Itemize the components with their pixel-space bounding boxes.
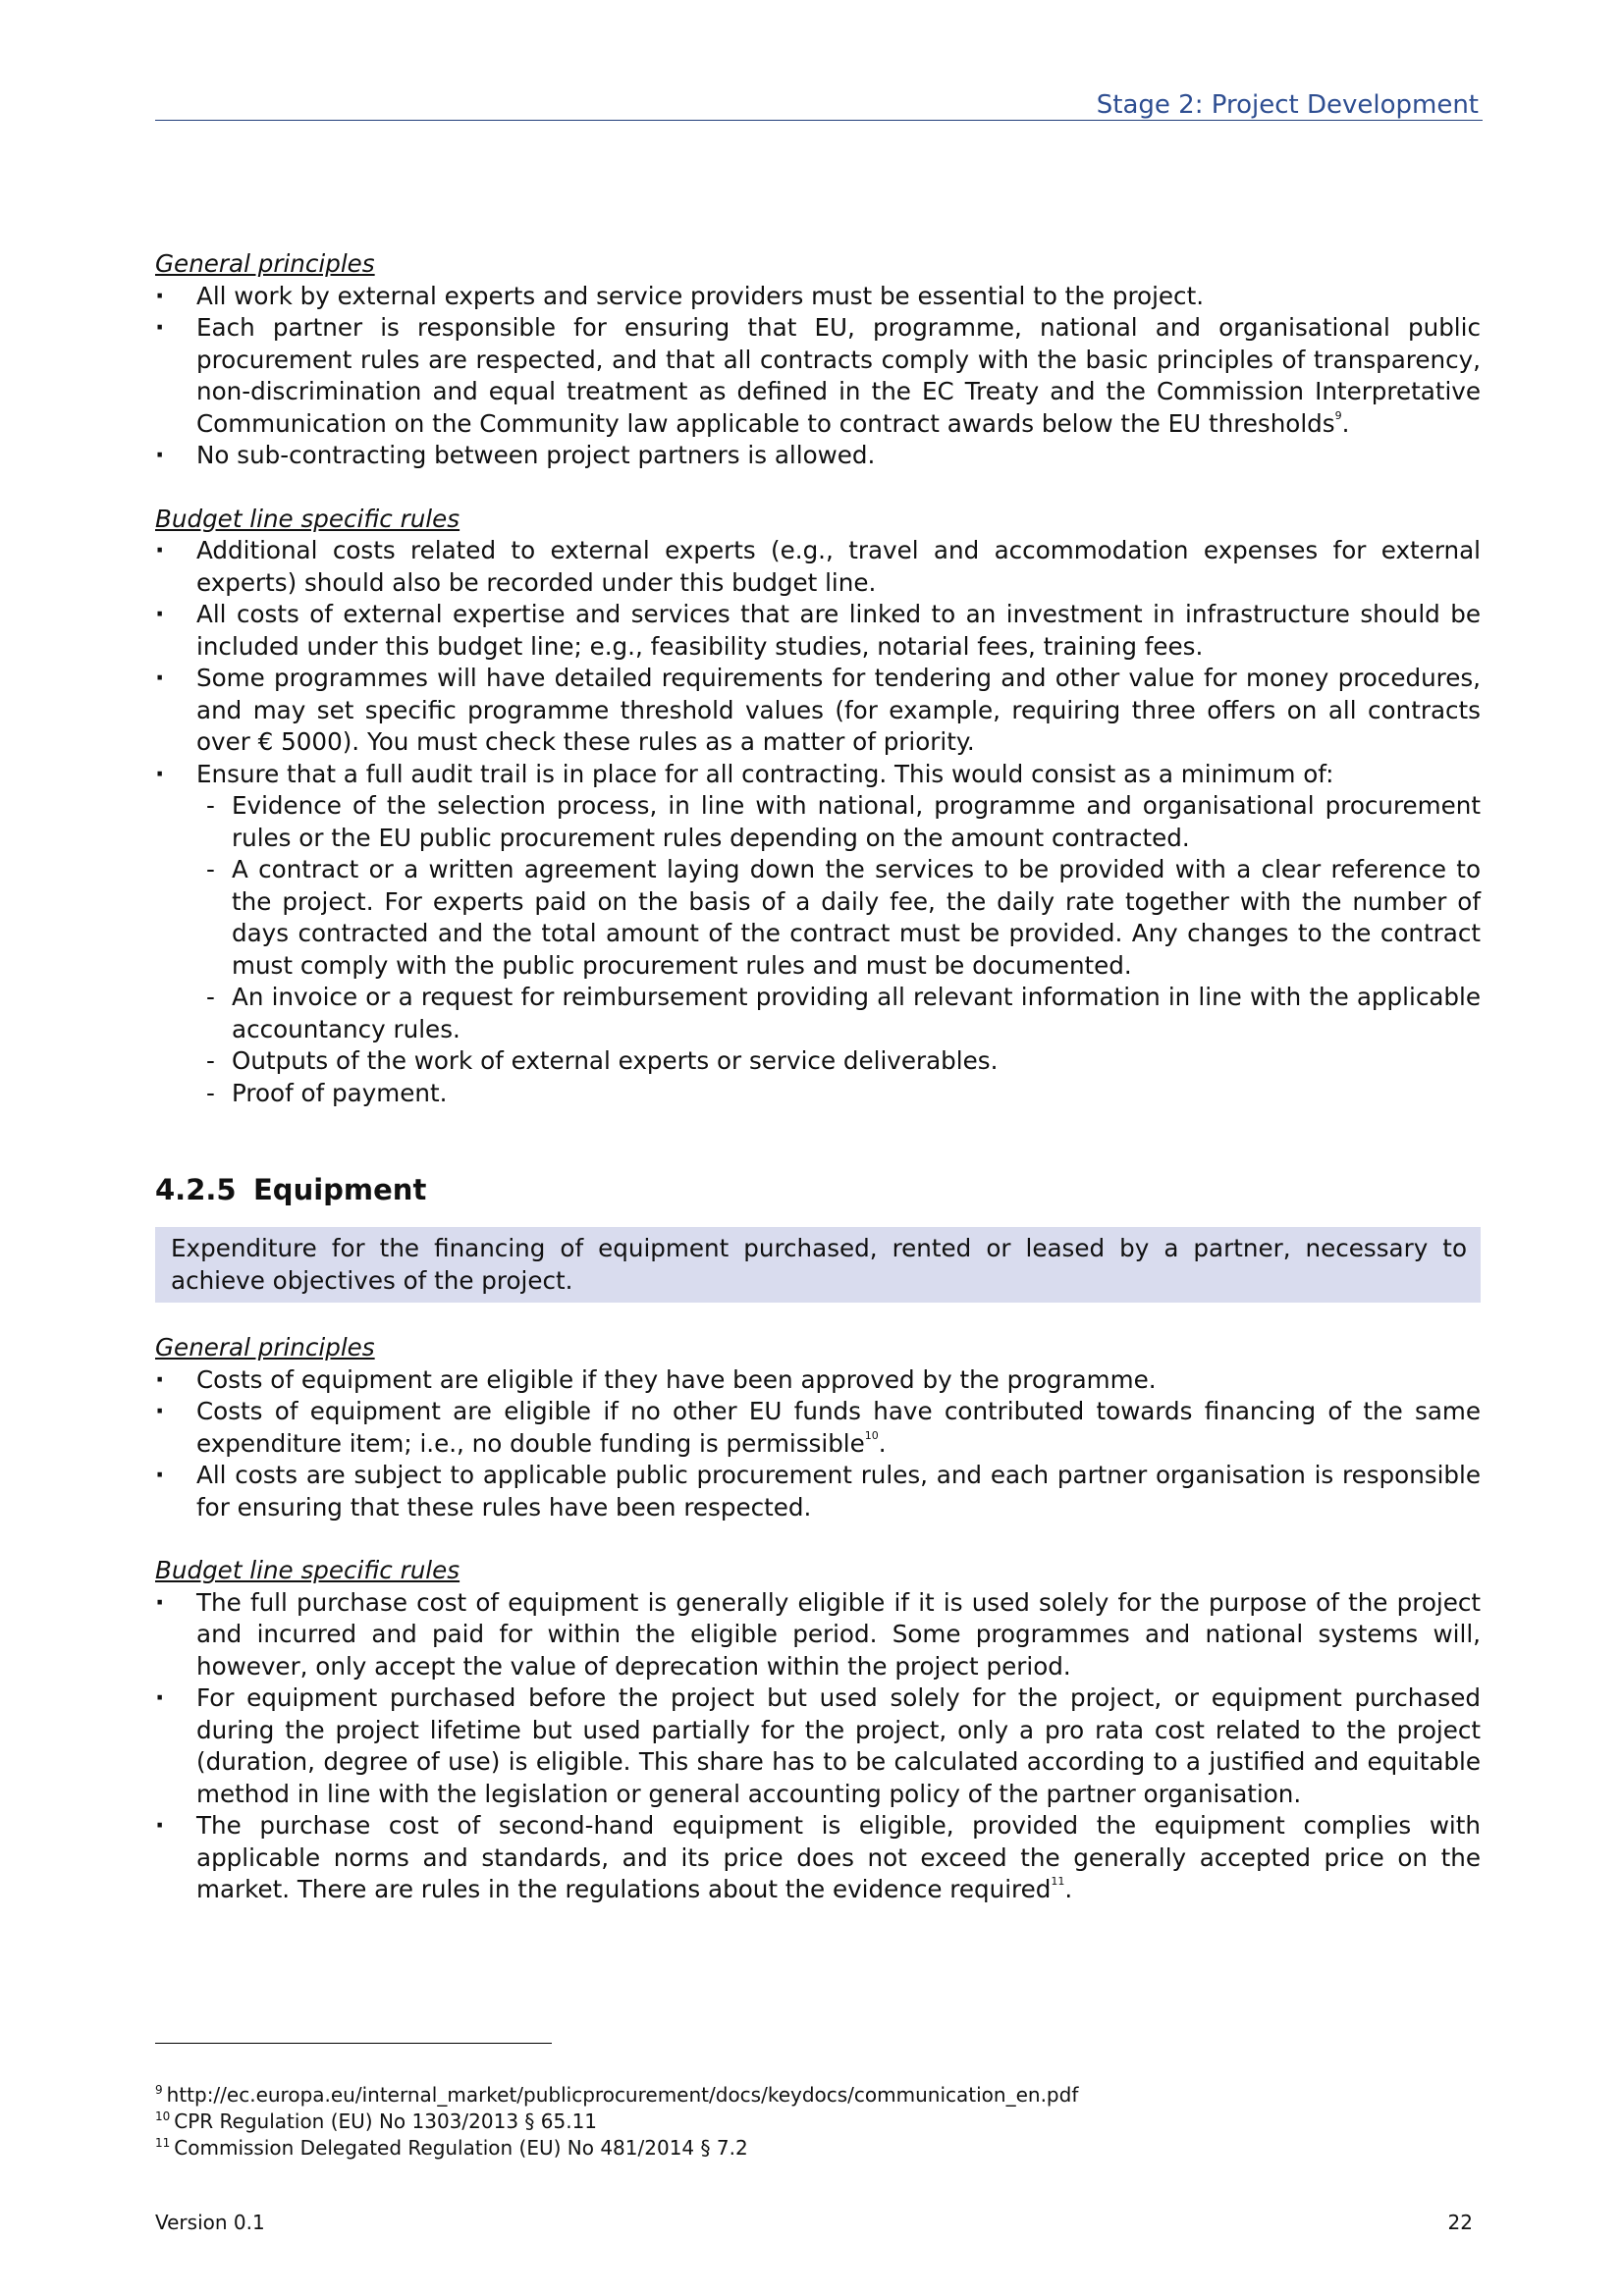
section-number: 4.2.5	[155, 1173, 237, 1206]
list-item: · The full purchase cost of equipment is generally eligible if it is used solely for the purpose of the project and incurred and paid for within the eligible period. Some programmes and national systems will, however, only accept the value of deprecation within the project period.	[155, 1587, 1481, 1683]
list-item: · For equipment purchased before the project but used solely for the project, or equipment purchased during the project lifetime but used partially for the project, only a pro rata cost related to the project (duration, degree of use) is eligible. This share has to be calculated according to a justified and equitable method in line with the legislation or general accounting policy of the partner organisation.	[155, 1682, 1481, 1810]
budget-rules-list	[155, 1587, 1481, 1906]
list-item: · Additional costs related to external experts (e.g., travel and accommodation expenses for external experts) should also be recorded under this budget line.	[155, 535, 1481, 599]
budget-rules-list	[155, 535, 1481, 790]
list-item: · Ensure that a full audit trail is in place for all contracting. This would consist as a minimum of:	[155, 759, 1481, 791]
section-heading	[155, 1170, 1481, 1209]
page-number: 22	[1447, 2211, 1473, 2234]
list-item: · Each partner is responsible for ensuring that EU, programme, national and organisational public procurement rules are respected, and that all contracts comply with the basic principles of transparency, non-discrimination and equal treatment as defined in the EC Treaty and the Commission Interpretative Communication on the Community law applicable to contract awards below the EU thresholds$^9$.	[155, 312, 1481, 440]
footnote-ref[interactable]: 11	[1051, 1875, 1065, 1888]
footnote: $^9$ http://ec.europa.eu/internal_market/publicprocurement/docs/keydocs/communication_en.pdf	[155, 2083, 1079, 2107]
section-title: Equipment	[253, 1173, 427, 1206]
definition-box: Expenditure for the financing of equipment purchased, rented or leased by a partner, necessary to achieve objectives of the project.	[155, 1227, 1481, 1303]
list-item: · The purchase cost of second-hand equipment is eligible, provided the equipment complies with applicable norms and standards, and its price does not exceed the generally accepted price on the market. There are rules in the regulations about the evidence required$^{11}$.	[155, 1810, 1481, 1906]
general-principles-list	[155, 1364, 1481, 1524]
sub-list-item: - Evidence of the selection process, in line with national, programme and organisational procurement rules or the EU public procurement rules depending on the amount contracted.	[155, 790, 1481, 854]
sub-list-item: - An invoice or a request for reimbursement providing all relevant information in line with the applicable accountancy rules.	[155, 982, 1481, 1045]
general-principles-heading: General principles	[155, 1333, 375, 1362]
list-item: · All costs of external expertise and services that are linked to an investment in infrastructure should be included under this budget line; e.g., feasibility studies, notarial fees, training fees.	[155, 599, 1481, 663]
list-item: · All costs are subject to applicable public procurement rules, and each partner organisation is responsible for ensuring that these rules have been respected.	[155, 1460, 1481, 1523]
budget-rules-heading: Budget line specific rules	[155, 504, 460, 533]
sub-list-item: - A contract or a written agreement laying down the services to be provided with a clear reference to the project. For experts paid on the basis of a daily fee, the daily rate together with the number of days contracted and the total amount of the contract must be provided. Any changes to the contract must comply with the public procurement rules and must be documented.	[155, 854, 1481, 982]
audit-trail-list	[155, 790, 1481, 1109]
page-header	[155, 90, 1483, 121]
page-content	[155, 248, 1481, 1906]
footnote-ref[interactable]: 9	[1334, 408, 1342, 422]
footnotes	[155, 2082, 1078, 2162]
general-principles-list	[155, 281, 1481, 472]
list-item: · Some programmes will have detailed requirements for tendering and other value for money procedures, and may set specific programme threshold values (for example, requiring three offers on all contracts over € 5000). You must check these rules as a matter of priority.	[155, 663, 1481, 759]
footnote-ref[interactable]: 10	[864, 1428, 879, 1442]
footer-version: Version 0.1	[155, 2211, 265, 2234]
budget-rules-heading: Budget line specific rules	[155, 1556, 460, 1584]
sub-list-item: - Proof of payment.	[155, 1078, 1481, 1110]
list-item: · No sub-contracting between project partners is allowed.	[155, 440, 1481, 472]
list-item: · Costs of equipment are eligible if they have been approved by the programme.	[155, 1364, 1481, 1397]
footnote-separator	[155, 2043, 552, 2044]
list-item: · Costs of equipment are eligible if no other EU funds have contributed towards financing of the same expenditure item; i.e., no double funding is permissible$^{10}$.	[155, 1396, 1481, 1460]
footnote: $^{10}$ CPR Regulation (EU) No 1303/2013 § 65.11	[155, 2109, 598, 2133]
general-principles-heading: General principles	[155, 249, 375, 278]
list-item: · All work by external experts and service providers must be essential to the project.	[155, 281, 1481, 313]
header-title: Stage 2: Project Development	[1096, 90, 1479, 120]
sub-list-item: - Outputs of the work of external experts or service deliverables.	[155, 1045, 1481, 1078]
footnote: $^{11}$ Commission Delegated Regulation (EU) No 481/2014 § 7.2	[155, 2136, 748, 2160]
